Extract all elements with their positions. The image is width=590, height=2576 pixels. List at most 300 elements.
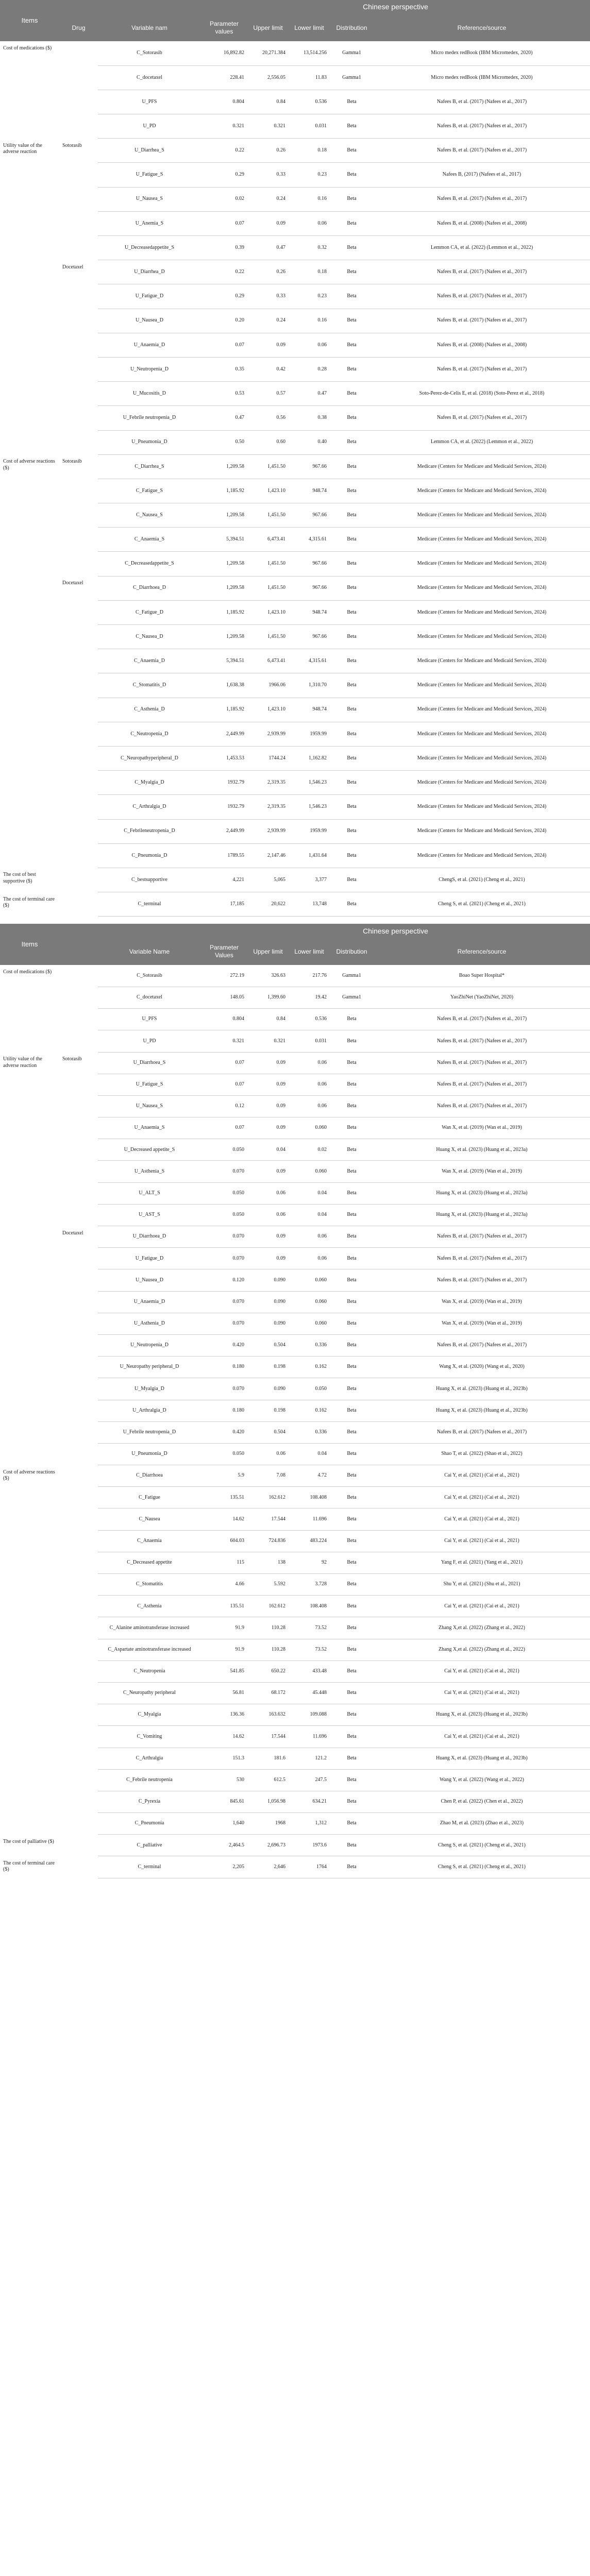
cell-upper: 0.60	[247, 430, 289, 454]
cell-upper: 0.09	[247, 1226, 289, 1248]
cell-variable: C_Neuropathy peripheral	[98, 1682, 201, 1704]
cell-variable: C_Pyrexia	[98, 1791, 201, 1812]
cell-variable: U_PD	[98, 114, 201, 139]
cell-distribution: Beta	[330, 260, 374, 284]
cell-upper: 0.26	[247, 139, 289, 163]
cell-reference: Nafees B, et al. (2017) (Nafees et al., 2017)	[374, 1030, 590, 1052]
cell-reference: Lemmon CA, et al. (2022) (Lemmon et al., 2022)	[374, 236, 590, 260]
cell-lower: 0.06	[289, 333, 330, 357]
cell-parameter: 2,205	[201, 1856, 247, 1878]
cell-variable: C_Stomatitis	[98, 1574, 201, 1596]
cell-variable: C_Fatigue_D	[98, 600, 201, 624]
cell-distribution: Beta	[330, 1835, 374, 1856]
cell-upper: 20,271.384	[247, 41, 289, 65]
cell-parameter: 0.39	[201, 236, 247, 260]
cell-lower: 109.088	[289, 1704, 330, 1726]
cell-variable: C_Stomatitis_D	[98, 673, 201, 698]
cell-parameter: 56.81	[201, 1682, 247, 1704]
cell-lower: 433.48	[289, 1660, 330, 1682]
cell-lower: 0.06	[289, 211, 330, 235]
cell-lower: 3,377	[289, 868, 330, 892]
cell-upper: 0.84	[247, 90, 289, 114]
cell-lower: 11.696	[289, 1509, 330, 1530]
cell-lower: 11.83	[289, 65, 330, 90]
cell-distribution: Beta	[330, 600, 374, 624]
cell-parameter: 1,453.53	[201, 746, 247, 770]
table-row	[0, 576, 590, 600]
cell-reference: Cai Y, et al. (2021) (Cai et al., 2021)	[374, 1530, 590, 1552]
cell-upper: 2,939.99	[247, 722, 289, 746]
cell-lower: 4.72	[289, 1465, 330, 1487]
cell-variable: C_Nausea_D	[98, 625, 201, 649]
cell-parameter: 0.07	[201, 1117, 247, 1139]
cell-distribution: Beta	[330, 868, 374, 892]
cell-reference: Nafees B, et al. (2017) (Nafees et al., 2017)	[374, 357, 590, 381]
cell-upper: 0.06	[247, 1182, 289, 1204]
cell-parameter: 0.804	[201, 90, 247, 114]
cell-parameter: 0.12	[201, 1095, 247, 1117]
cell-distribution: Beta	[330, 1704, 374, 1726]
cell-parameter: 0.070	[201, 1378, 247, 1400]
cell-lower: 0.162	[289, 1357, 330, 1378]
cell-upper: 110.28	[247, 1617, 289, 1639]
drug-label	[59, 965, 98, 1052]
cell-variable: U_Pneumonia_D	[98, 1443, 201, 1465]
cell-reference: Nafees B, et al. (2017) (Nafees et al., 2017)	[374, 1052, 590, 1074]
cell-upper: 1,451.50	[247, 552, 289, 576]
cell-upper: 162.612	[247, 1487, 289, 1509]
cell-lower: 0.23	[289, 284, 330, 309]
cell-upper: 0.56	[247, 406, 289, 430]
cell-parameter: 604.03	[201, 1530, 247, 1552]
cell-distribution: Beta	[330, 1530, 374, 1552]
cell-reference: Lemmon CA, et al. (2022) (Lemmon et al., 2022)	[374, 430, 590, 454]
table-row	[0, 1465, 590, 1487]
cell-variable: C_Decreased appetite	[98, 1552, 201, 1573]
drug-label: Docetaxel	[62, 264, 83, 270]
cell-variable: U_PD	[98, 1030, 201, 1052]
cell-upper: 0.504	[247, 1421, 289, 1443]
cell-reference: Nafees B, et al. (2008) (Nafees et al., 2008)	[374, 211, 590, 235]
cell-distribution: Beta	[330, 1552, 374, 1573]
cell-parameter: 115	[201, 1552, 247, 1573]
column-header-drug	[59, 938, 98, 965]
cell-reference: Nafees B, et al. (2017) (Nafees et al., 2017)	[374, 1095, 590, 1117]
column-header-drug: Drug	[59, 14, 98, 41]
cell-upper: 0.24	[247, 187, 289, 211]
cell-upper: 0.06	[247, 1204, 289, 1226]
cell-lower: 0.40	[289, 430, 330, 454]
cell-variable: C_Anaemia_D	[98, 649, 201, 673]
cell-variable: U_ALT_S	[98, 1182, 201, 1204]
cell-distribution: Beta	[330, 406, 374, 430]
cell-distribution: Gamma1	[330, 41, 374, 65]
cell-lower: 0.04	[289, 1443, 330, 1465]
cell-distribution: Beta	[330, 1357, 374, 1378]
cell-variable: C_Febrileneutropenia_D	[98, 819, 201, 843]
cell-upper: 1,451.50	[247, 454, 289, 479]
cell-lower: 1,546.23	[289, 771, 330, 795]
cell-upper: 5.592	[247, 1574, 289, 1596]
cell-distribution: Beta	[330, 625, 374, 649]
cell-lower: 1,162.82	[289, 746, 330, 770]
cell-parameter: 2,449.99	[201, 819, 247, 843]
cell-lower: 0.060	[289, 1269, 330, 1291]
cell-upper: 0.198	[247, 1400, 289, 1421]
cell-lower: 13,514.256	[289, 41, 330, 65]
cell-reference: Huang X, et al. (2023) (Huang et al., 2023b)	[374, 1378, 590, 1400]
cell-reference: Nafees B, et al. (2017) (Nafees et al., 2017)	[374, 260, 590, 284]
cell-parameter: 0.050	[201, 1204, 247, 1226]
cell-lower: 634.21	[289, 1791, 330, 1812]
cell-upper: 68.172	[247, 1682, 289, 1704]
cell-variable: C_bestsupportive	[98, 868, 201, 892]
cell-distribution: Beta	[330, 1139, 374, 1161]
cell-reference: Medicare (Centers for Medicare and Medicaid Services, 2024)	[374, 503, 590, 528]
cell-parameter: 5.9	[201, 1465, 247, 1487]
cell-distribution: Beta	[330, 1074, 374, 1095]
cell-variable: C_Decreasedappetite_S	[98, 552, 201, 576]
cell-lower: 73.52	[289, 1639, 330, 1660]
column-header-spacer	[59, 0, 201, 14]
cell-distribution: Beta	[330, 114, 374, 139]
group-label: Cost of medications ($)	[3, 969, 52, 975]
cell-parameter: 0.22	[201, 139, 247, 163]
cell-parameter: 0.050	[201, 1182, 247, 1204]
cell-distribution: Beta	[330, 1400, 374, 1421]
cell-lower: 1973.6	[289, 1835, 330, 1856]
group-label: The cost of terminal care ($)	[3, 1860, 55, 1873]
cell-upper: 1,423.10	[247, 698, 289, 722]
drug-label: Sotorasib	[62, 1056, 82, 1062]
cell-upper: 5,065	[247, 868, 289, 892]
cell-variable: U_Asthenia_D	[98, 1313, 201, 1334]
cell-variable: C_terminal	[98, 892, 201, 917]
cell-variable: U_AST_S	[98, 1204, 201, 1226]
cell-lower: 967.66	[289, 552, 330, 576]
cell-variable: U_Anaemia_D	[98, 1291, 201, 1313]
cell-distribution: Beta	[330, 1574, 374, 1596]
cell-distribution: Beta	[330, 843, 374, 868]
cell-reference: Huang X, et al. (2023) (Huang et al., 2023b)	[374, 1748, 590, 1769]
cell-parameter: 0.180	[201, 1357, 247, 1378]
cell-variable: U_Decreasedappetite_S	[98, 236, 201, 260]
drug-label	[59, 41, 98, 139]
cell-distribution: Beta	[330, 1487, 374, 1509]
cell-parameter: 135.51	[201, 1596, 247, 1617]
cell-upper: 0.09	[247, 1074, 289, 1095]
cell-variable: U_Arthralgia_D	[98, 1400, 201, 1421]
drug-label	[59, 1465, 98, 1835]
cell-variable: U_Nausea_D	[98, 1269, 201, 1291]
cell-parameter: 272.19	[201, 965, 247, 987]
cell-upper: 2,147.46	[247, 843, 289, 868]
cell-variable: U_Neutropenia_D	[98, 1334, 201, 1356]
cell-distribution: Beta	[330, 1791, 374, 1812]
cell-distribution: Beta	[330, 1269, 374, 1291]
cell-parameter: 0.50	[201, 430, 247, 454]
cell-reference: Nafees B, et al. (2017) (Nafees et al., 2017)	[374, 1074, 590, 1095]
cell-distribution: Beta	[330, 382, 374, 406]
column-header-param: Parameter Values	[201, 938, 247, 965]
parameter-table-1	[0, 0, 590, 917]
cell-distribution: Beta	[330, 1617, 374, 1639]
cell-distribution: Beta	[330, 90, 374, 114]
cell-upper: 1968	[247, 1813, 289, 1835]
cell-reference: Wan X, et al. (2019) (Wan et al., 2019)	[374, 1161, 590, 1182]
header-row-perspective	[0, 0, 590, 14]
cell-lower: 1,312	[289, 1813, 330, 1835]
cell-reference: Cai Y, et al. (2021) (Cai et al., 2021)	[374, 1487, 590, 1509]
cell-upper: 0.090	[247, 1313, 289, 1334]
cell-upper: 1,423.10	[247, 479, 289, 503]
cell-variable: U_Febrile neutropenia_D	[98, 1421, 201, 1443]
cell-reference: Cai Y, et al. (2021) (Cai et al., 2021)	[374, 1726, 590, 1748]
cell-reference: Medicare (Centers for Medicare and Medicaid Services, 2024)	[374, 819, 590, 843]
cell-parameter: 0.420	[201, 1334, 247, 1356]
group-label: Cost of adverse reactions ($)	[3, 459, 55, 471]
cell-upper: 0.321	[247, 1030, 289, 1052]
cell-upper: 0.09	[247, 1117, 289, 1139]
cell-lower: 0.47	[289, 382, 330, 406]
cell-upper: 0.09	[247, 1161, 289, 1182]
group-label: Cost of medications ($)	[3, 45, 52, 51]
cell-lower: 1959.99	[289, 819, 330, 843]
cell-distribution: Beta	[330, 1291, 374, 1313]
cell-variable: U_Decreased appetite_S	[98, 1139, 201, 1161]
cell-parameter: 0.07	[201, 333, 247, 357]
cell-parameter: 14.62	[201, 1509, 247, 1530]
cell-distribution: Beta	[330, 1030, 374, 1052]
cell-reference: Medicare (Centers for Medicare and Medicaid Services, 2024)	[374, 746, 590, 770]
column-header-spacer	[59, 924, 201, 938]
cell-parameter: 1,209.58	[201, 552, 247, 576]
cell-variable: C_Asthenia	[98, 1596, 201, 1617]
cell-lower: 948.74	[289, 698, 330, 722]
cell-variable: U_Diarrhea_D	[98, 260, 201, 284]
cell-variable: C_Nausea	[98, 1509, 201, 1530]
cell-reference: Huang X, et al. (2023) (Huang et al., 2023b)	[374, 1704, 590, 1726]
cell-distribution: Beta	[330, 722, 374, 746]
cell-variable: U_Fatigue_D	[98, 1248, 201, 1269]
cell-lower: 0.16	[289, 187, 330, 211]
cell-distribution: Beta	[330, 479, 374, 503]
cell-upper: 0.06	[247, 1443, 289, 1465]
cell-reference: Nafees B, et al. (2017) (Nafees et al., 2017)	[374, 309, 590, 333]
cell-variable: U_Neutropenia_D	[98, 357, 201, 381]
cell-parameter: 151.3	[201, 1748, 247, 1769]
cell-variable: C_Neutropenia	[98, 1660, 201, 1682]
cell-parameter: 5,394.51	[201, 528, 247, 552]
cell-upper: 20,622	[247, 892, 289, 917]
cell-lower: 0.050	[289, 1378, 330, 1400]
cell-distribution: Beta	[330, 139, 374, 163]
cell-reference: Nafees B, et al. (2017) (Nafees et al., 2017)	[374, 406, 590, 430]
cell-upper: 110.28	[247, 1639, 289, 1660]
cell-lower: 948.74	[289, 600, 330, 624]
cell-lower: 0.06	[289, 1095, 330, 1117]
cell-reference: Huang X, et al. (2023) (Huang et al., 2023a)	[374, 1182, 590, 1204]
cell-lower: 0.06	[289, 1052, 330, 1074]
cell-distribution: Beta	[330, 211, 374, 235]
cell-upper: 2,646	[247, 1856, 289, 1878]
cell-lower: 0.031	[289, 114, 330, 139]
cell-upper: 2,319.35	[247, 771, 289, 795]
cell-reference: Huang X, et al. (2023) (Huang et al., 2023b)	[374, 1400, 590, 1421]
cell-variable: C_Sotorasib	[98, 41, 201, 65]
cell-lower: 4,315.61	[289, 649, 330, 673]
cell-lower: 0.336	[289, 1334, 330, 1356]
cell-reference: Wan X, et al. (2019) (Wan et al., 2019)	[374, 1117, 590, 1139]
cell-variable: U_Asthenia_S	[98, 1161, 201, 1182]
cell-parameter: 14.62	[201, 1726, 247, 1748]
cell-lower: 0.06	[289, 1226, 330, 1248]
cell-reference: Nafees B, et al. (2008) (Nafees et al., 2008)	[374, 333, 590, 357]
cell-distribution: Gamma1	[330, 965, 374, 987]
cell-reference: Nafees B, et al. (2017) (Nafees et al., 2017)	[374, 1009, 590, 1030]
column-header-param: Parameter values	[201, 14, 247, 41]
cell-parameter: 0.180	[201, 1400, 247, 1421]
cell-variable: C_palliative	[98, 1835, 201, 1856]
perspective-header: Chinese perspective	[201, 924, 590, 938]
cell-upper: 0.04	[247, 1139, 289, 1161]
cell-distribution: Beta	[330, 1378, 374, 1400]
cell-variable: U_PFS	[98, 1009, 201, 1030]
drug-label: Docetaxel	[62, 1230, 83, 1236]
table-row	[0, 260, 590, 284]
cell-reference: Cheng S, et al. (2021) (Cheng et al., 2021)	[374, 892, 590, 917]
column-header-upper: Upper limit	[247, 14, 289, 41]
cell-variable: C_Pneumonia_D	[98, 843, 201, 868]
cell-distribution: Beta	[330, 892, 374, 917]
cell-lower: 967.66	[289, 625, 330, 649]
cell-reference: Nafees B, et al. (2017) (Nafees et al., 2017)	[374, 1248, 590, 1269]
parameter-table-2	[0, 924, 590, 1878]
cell-variable: C_docetaxel	[98, 65, 201, 90]
cell-variable: U_Myalgia_D	[98, 1378, 201, 1400]
cell-lower: 0.06	[289, 1074, 330, 1095]
cell-upper: 2,556.05	[247, 65, 289, 90]
cell-reference: Wang Y, et al. (2022) (Wang et al., 2022)	[374, 1769, 590, 1791]
cell-reference: Nafees B, et al. (2017) (Nafees et al., 2017)	[374, 139, 590, 163]
header-row-columns	[0, 938, 590, 965]
cell-variable: C_Neutropenia_D	[98, 722, 201, 746]
cell-distribution: Beta	[330, 1009, 374, 1030]
cell-reference: Wan X, et al. (2019) (Wan et al., 2019)	[374, 1291, 590, 1313]
cell-reference: Zhang X,et al. (2022) (Zhang et al., 2022)	[374, 1617, 590, 1639]
cell-parameter: 0.420	[201, 1421, 247, 1443]
table-row	[0, 41, 590, 65]
cell-reference: Medicare (Centers for Medicare and Medicaid Services, 2024)	[374, 552, 590, 576]
cell-distribution: Beta	[330, 1748, 374, 1769]
cell-reference: Nafees B, et al. (2017) (Nafees et al., 2017)	[374, 1421, 590, 1443]
cell-distribution: Beta	[330, 1726, 374, 1748]
cell-upper: 7.08	[247, 1465, 289, 1487]
cell-variable: U_Fatigue_S	[98, 1074, 201, 1095]
cell-distribution: Beta	[330, 1117, 374, 1139]
cell-lower: 121.2	[289, 1748, 330, 1769]
cell-lower: 1,546.23	[289, 795, 330, 819]
cell-distribution: Beta	[330, 1052, 374, 1074]
cell-variable: U_Mucositis_D	[98, 382, 201, 406]
cell-lower: 1,310.70	[289, 673, 330, 698]
cell-lower: 108.408	[289, 1596, 330, 1617]
cell-variable: C_Arthralgia_D	[98, 795, 201, 819]
cell-variable: C_Anaemia_S	[98, 528, 201, 552]
cell-variable: U_Febrile neutropenia_D	[98, 406, 201, 430]
cell-upper: 162.612	[247, 1596, 289, 1617]
group-label: Utility value of the adverse reaction	[3, 1056, 42, 1069]
cell-parameter: 1932.79	[201, 795, 247, 819]
cell-upper: 6,473.41	[247, 528, 289, 552]
column-header-lower: Lower limit	[289, 14, 330, 41]
cell-lower: 11.696	[289, 1726, 330, 1748]
cell-reference: Medicare (Centers for Medicare and Medicaid Services, 2024)	[374, 600, 590, 624]
cell-lower: 247.5	[289, 1769, 330, 1791]
cell-variable: U_Diarrhoea_S	[98, 1052, 201, 1074]
cell-reference: Zhang X,et al. (2022) (Zhang et al., 2022)	[374, 1639, 590, 1660]
cell-parameter: 0.070	[201, 1248, 247, 1269]
cell-variable: C_Sotorasib	[98, 965, 201, 987]
cell-reference: Nafees B, et al. (2017) (Nafees et al., 2017)	[374, 114, 590, 139]
cell-distribution: Beta	[330, 1421, 374, 1443]
cell-reference: Nafees B, et al. (2017) (Nafees et al., 2017)	[374, 1226, 590, 1248]
column-header-items: Items	[0, 924, 59, 965]
cell-distribution: Beta	[330, 1226, 374, 1248]
cell-parameter: 148.05	[201, 987, 247, 1008]
perspective-header: Chinese perspective	[201, 0, 590, 14]
cell-reference: Cai Y, et al. (2021) (Cai et al., 2021)	[374, 1596, 590, 1617]
cell-upper: 0.09	[247, 1052, 289, 1074]
group-label: The cost of best supportive ($)	[3, 872, 36, 884]
cell-parameter: 0.07	[201, 1074, 247, 1095]
cell-variable: C_Neuropathyperipheral_D	[98, 746, 201, 770]
cell-parameter: 845.61	[201, 1791, 247, 1812]
cell-parameter: 0.35	[201, 357, 247, 381]
cell-parameter: 1,209.58	[201, 625, 247, 649]
cell-upper: 0.198	[247, 1357, 289, 1378]
cell-variable: C_docetaxel	[98, 987, 201, 1008]
cell-parameter: 5,394.51	[201, 649, 247, 673]
cell-distribution: Beta	[330, 503, 374, 528]
cell-variable: C_Nausea_S	[98, 503, 201, 528]
cell-lower: 4,315.61	[289, 528, 330, 552]
cell-parameter: 1789.55	[201, 843, 247, 868]
cell-reference: Shu Y, et al. (2021) (Shu et al., 2021)	[374, 1574, 590, 1596]
table-row	[0, 1052, 590, 1074]
cell-upper: 17.544	[247, 1726, 289, 1748]
table-row	[0, 868, 590, 892]
cell-parameter: 228.41	[201, 65, 247, 90]
cell-distribution: Beta	[330, 1334, 374, 1356]
cell-lower: 0.04	[289, 1204, 330, 1226]
cell-reference: Medicare (Centers for Medicare and Medicaid Services, 2024)	[374, 625, 590, 649]
cell-distribution: Beta	[330, 552, 374, 576]
cell-distribution: Beta	[330, 698, 374, 722]
cell-parameter: 0.804	[201, 1009, 247, 1030]
cell-parameter: 1932.79	[201, 771, 247, 795]
group-label: The cost of palliative ($)	[3, 1838, 54, 1844]
cell-reference: Huang X, et al. (2023) (Huang et al., 2023a)	[374, 1204, 590, 1226]
table-row	[0, 1226, 590, 1248]
cell-lower: 483.224	[289, 1530, 330, 1552]
cell-lower: 0.336	[289, 1421, 330, 1443]
cell-variable: C_Pneumonia	[98, 1813, 201, 1835]
cell-lower: 19.42	[289, 987, 330, 1008]
cell-upper: 0.57	[247, 382, 289, 406]
cell-distribution: Beta	[330, 430, 374, 454]
cell-distribution: Beta	[330, 454, 374, 479]
